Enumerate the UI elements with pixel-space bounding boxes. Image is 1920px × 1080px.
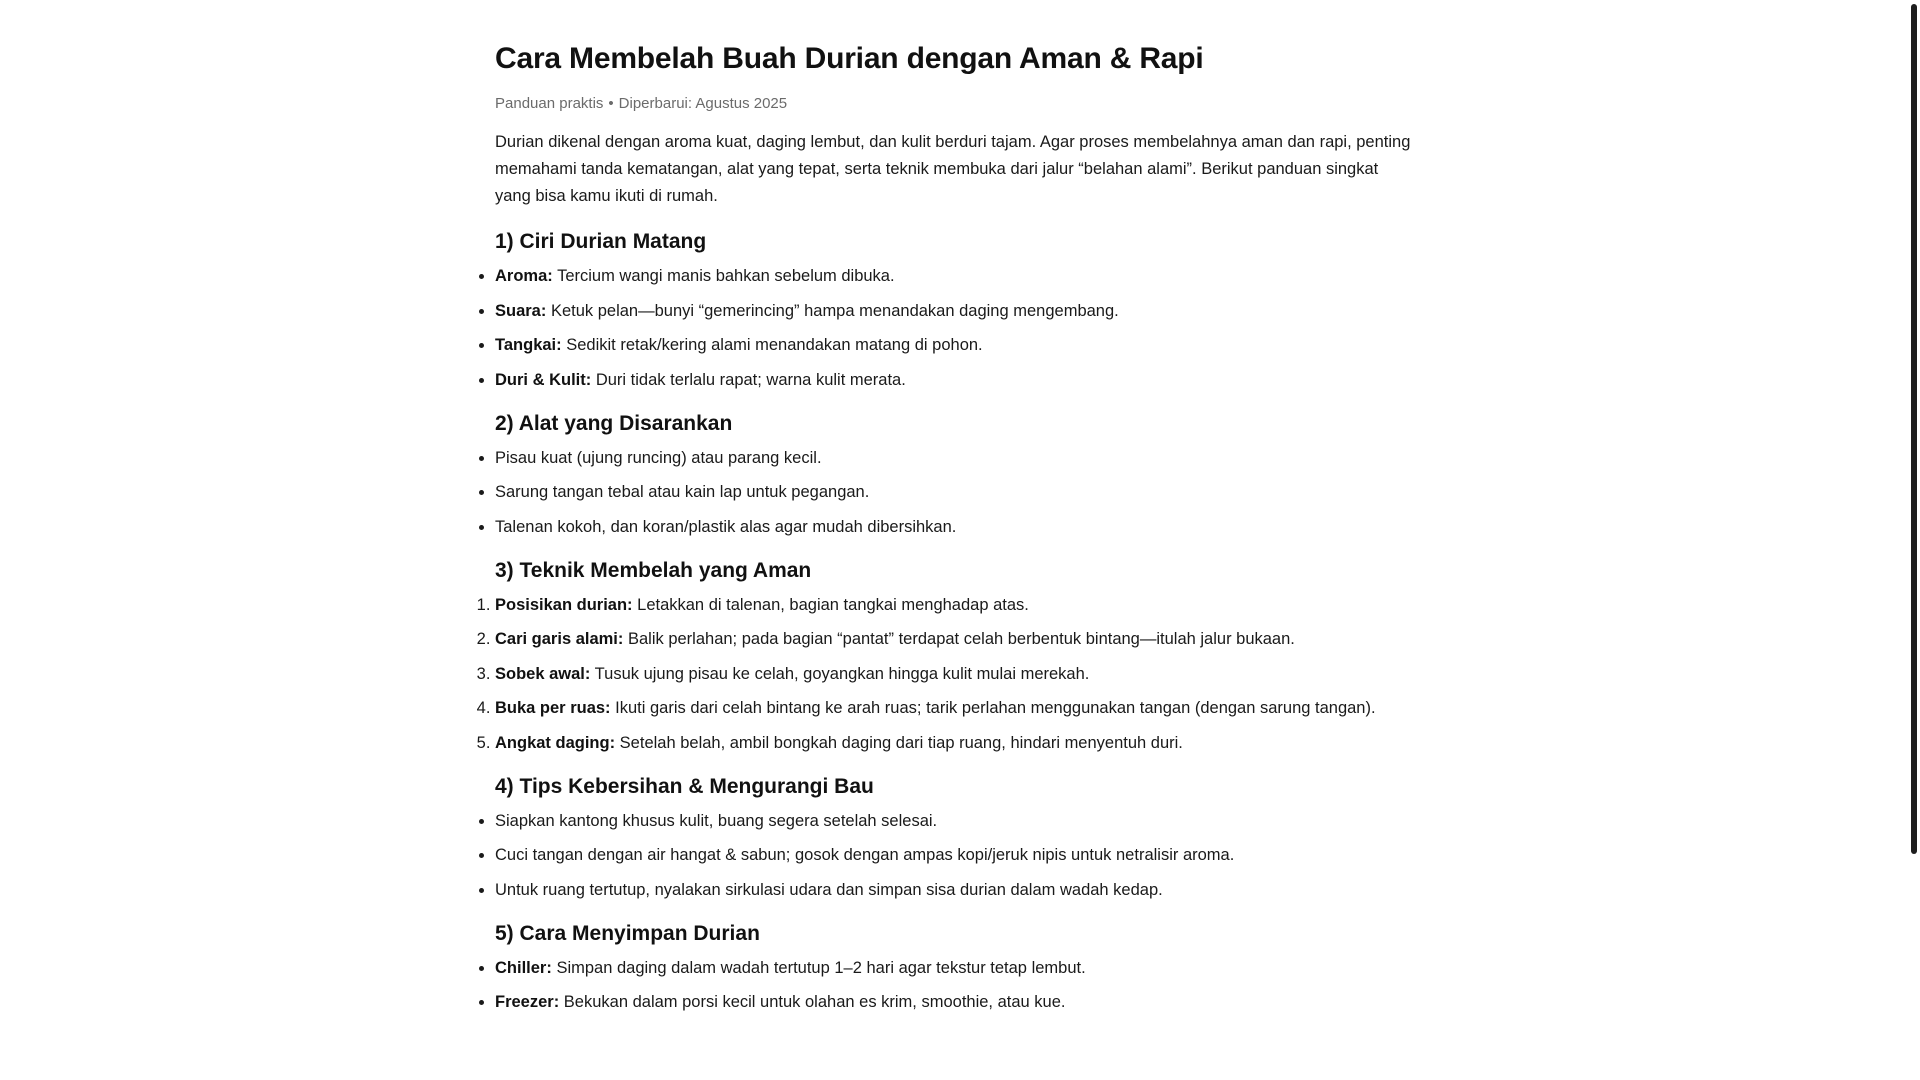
item-text: Letakkan di talenan, bagian tangkai menghadap atas. (637, 595, 1029, 614)
list-item: • Pisau kuat (ujung runcing) atau parang kecil. (495, 446, 1415, 470)
item-label: Tangkai: (495, 336, 562, 354)
list-alat-yang-disarankan (495, 446, 1415, 539)
item-text: Bekukan dalam porsi kecil untuk olahan es krim, smoothie, atau kue. (563, 993, 1066, 1011)
item-text: Duri tidak terlalu rapat; warna kulit merata. (595, 370, 906, 389)
list-item: • Siapkan kantong khusus kulit, buang segera setelah selesai. (495, 809, 1415, 833)
item-label: Suara: (495, 301, 547, 320)
item-label: Sobek awal: (495, 664, 591, 683)
item-text: Tercium wangi manis bahkan sebelum dibuka. (557, 267, 895, 285)
item-text: Sedikit retak/kering alami menandakan matang di pohon. (566, 336, 983, 354)
section-heading-tips-kebersihan: 4) Tips Kebersihan & Mengurangi Bau (495, 774, 874, 798)
meta-updated: Diperbarui: Agustus 2025 (618, 95, 788, 112)
item-text: Balik perlahan; pada bagian “pantat” terdapat celah berbentuk bintang—itulah jalur bukaan. (627, 630, 1295, 648)
list-item (495, 368, 1415, 392)
scrollbar-thumb[interactable] (1911, 4, 1917, 854)
meta-category: Panduan praktis (495, 95, 604, 112)
list-item (495, 264, 1415, 288)
list-item (495, 731, 1415, 755)
article (495, 38, 1415, 1025)
list-tips-kebersihan (495, 809, 1415, 902)
item-label: Chiller: (495, 958, 552, 977)
list-item (495, 333, 1415, 357)
intro-paragraph: Durian dikenal dengan aroma kuat, daging lembut, dan kulit berduri tajam. Agar proses membelahnya aman dan rapi, penting memahami tanda kematangan, alat yang tepat, serta teknik membuka dari jalur “belahan alami”. Berikut panduan singkat yang bisa kamu ikuti di rumah. (495, 133, 1411, 205)
list-item (495, 662, 1415, 686)
list-item (495, 299, 1415, 323)
list-item (495, 593, 1415, 617)
item-label: Angkat daging: (495, 733, 616, 752)
item-label: Duri & Kulit: (495, 370, 592, 389)
item-label: Buka per ruas: (495, 699, 611, 717)
list-item: • Cuci tangan dengan air hangat & sabun; gosok dengan ampas kopi/jeruk nipis untuk netralisir aroma. (495, 843, 1415, 867)
list-teknik-membelah (495, 593, 1415, 755)
section-heading-ciri-durian-matang: 1) Ciri Durian Matang (495, 230, 707, 253)
item-text: Ketuk pelan—bunyi “gemerincing” hampa menandakan daging mengembang. (550, 301, 1119, 320)
item-label: Cari garis alami: (495, 630, 624, 648)
item-text: Tusuk ujung pisau ke celah, goyangkan hingga kulit mulai merekah. (594, 664, 1090, 683)
list-item (495, 990, 1415, 1014)
item-text: Ikuti garis dari celah bintang ke arah ruas; tarik perlahan menggunakan tangan (dengan sarung tangan). (615, 699, 1376, 717)
list-item (495, 956, 1415, 980)
page-title: Cara Membelah Buah Durian dengan Aman & Rapi (495, 42, 1204, 75)
item-text: Simpan daging dalam wadah tertutup 1–2 hari agar tekstur tetap lembut. (556, 958, 1086, 977)
list-item: • Untuk ruang tertutup, nyalakan sirkulasi udara dan simpan sisa durian dalam wadah kedap. (495, 878, 1415, 902)
list-ciri-durian-matang (495, 264, 1415, 392)
list-item: • Talenan kokoh, dan koran/plastik alas agar mudah dibersihkan. (495, 515, 1415, 539)
item-label: Posisikan durian: (495, 595, 633, 614)
item-label: Aroma: (495, 267, 553, 285)
item-text: Setelah belah, ambil bongkah daging dari tiap ruang, hindari menyentuh duri. (619, 733, 1183, 752)
list-item (495, 627, 1415, 651)
item-label: Freezer: (495, 993, 560, 1011)
meta-separator: • (608, 95, 614, 112)
list-item: • Sarung tangan tebal atau kain lap untuk pegangan. (495, 480, 1415, 504)
article-meta (495, 94, 1415, 114)
list-item (495, 696, 1415, 720)
section-heading-teknik-membelah: 3) Teknik Membelah yang Aman (495, 558, 812, 582)
section-heading-cara-menyimpan: 5) Cara Menyimpan Durian (495, 921, 760, 945)
list-cara-menyimpan (495, 956, 1415, 1015)
section-heading-alat-yang-disarankan: 2) Alat yang Disarankan (495, 411, 733, 435)
